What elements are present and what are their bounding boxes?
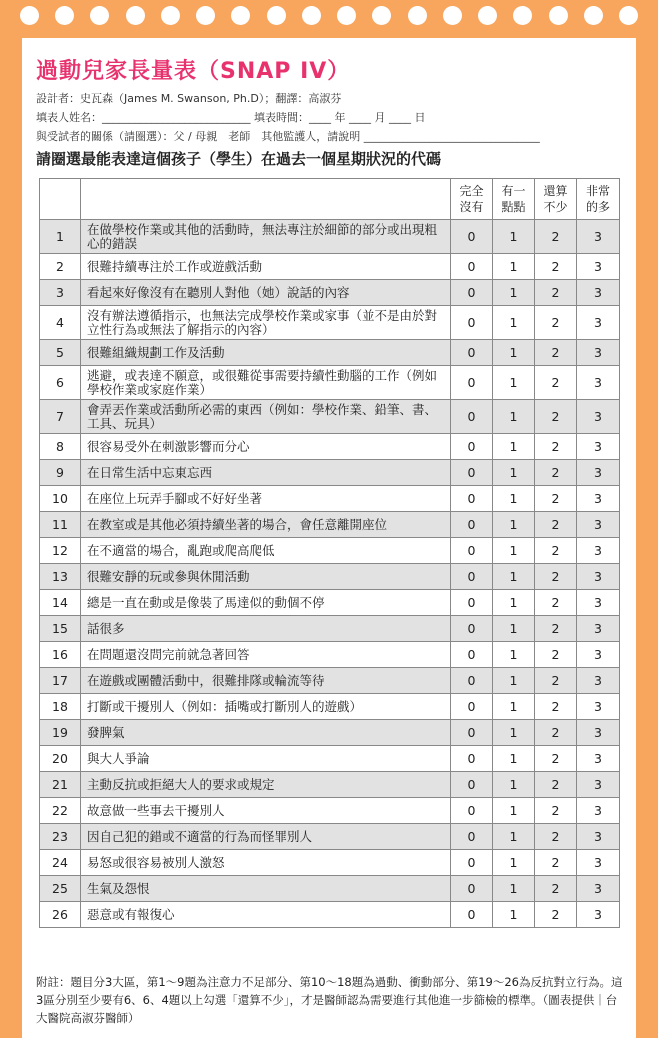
item-text: 在遊戲或團體活動中，很難排隊或輪流等待 [81,668,451,694]
table-row [40,538,620,564]
item-number: 11 [40,512,81,538]
score-quite-a-bit[interactable]: 2 [535,850,577,876]
score-very-much[interactable]: 3 [577,642,620,668]
header-just-a-little: 有一 點點 [493,179,535,220]
item-text: 總是一直在動或是像裝了馬達似的動個不停 [81,590,451,616]
item-text: 會弄丟作業或活動所必需的東西（例如：學校作業、鉛筆、書、工具、玩具） [81,400,451,434]
score-just-a-little[interactable]: 1 [493,772,535,798]
score-very-much[interactable]: 3 [577,254,620,280]
score-very-much[interactable]: 3 [577,340,620,366]
header-very-much: 非常 的多 [577,179,620,220]
item-number: 17 [40,668,81,694]
score-quite-a-bit[interactable]: 2 [535,772,577,798]
score-not-at-all[interactable]: 0 [451,590,493,616]
item-text: 在做學校作業或其他的活動時，無法專注於細節的部分或出現粗心的錯誤 [81,220,451,254]
rating-table [39,178,620,928]
ring-hole [443,6,462,25]
score-quite-a-bit[interactable]: 2 [535,668,577,694]
table-row [40,694,620,720]
score-very-much[interactable]: 3 [577,616,620,642]
score-quite-a-bit[interactable]: 2 [535,824,577,850]
score-quite-a-bit[interactable]: 2 [535,642,577,668]
score-not-at-all[interactable]: 0 [451,434,493,460]
binder-rings [0,6,658,28]
table-row [40,564,620,590]
table-row [40,486,620,512]
table-row [40,280,620,306]
table-row [40,220,620,254]
item-number: 23 [40,824,81,850]
score-not-at-all[interactable]: 0 [451,280,493,306]
table-row [40,798,620,824]
item-text: 與大人爭論 [81,746,451,772]
score-just-a-little[interactable]: 1 [493,486,535,512]
ring-hole [408,6,427,25]
item-text: 打斷或干擾別人（例如：插嘴或打斷別人的遊戲） [81,694,451,720]
item-number: 20 [40,746,81,772]
score-quite-a-bit[interactable]: 2 [535,902,577,928]
score-just-a-little[interactable]: 1 [493,798,535,824]
ring-hole [549,6,568,25]
score-just-a-little[interactable]: 1 [493,564,535,590]
table-row [40,668,620,694]
score-very-much[interactable]: 3 [577,694,620,720]
score-not-at-all[interactable]: 0 [451,694,493,720]
score-quite-a-bit[interactable]: 2 [535,564,577,590]
header-number [40,179,81,220]
item-number: 6 [40,366,81,400]
item-text: 在座位上玩弄手腳或不好好坐著 [81,486,451,512]
item-text: 話很多 [81,616,451,642]
score-quite-a-bit[interactable]: 2 [535,512,577,538]
score-quite-a-bit[interactable]: 2 [535,306,577,340]
table-row [40,306,620,340]
item-text: 很容易受外在刺激影響而分心 [81,434,451,460]
score-not-at-all[interactable]: 0 [451,850,493,876]
score-quite-a-bit[interactable]: 2 [535,590,577,616]
item-number: 14 [40,590,81,616]
ring-hole [231,6,250,25]
score-not-at-all[interactable]: 0 [451,876,493,902]
score-quite-a-bit[interactable]: 2 [535,720,577,746]
score-very-much[interactable]: 3 [577,220,620,254]
item-number: 13 [40,564,81,590]
score-very-much[interactable]: 3 [577,668,620,694]
item-number: 18 [40,694,81,720]
score-quite-a-bit[interactable]: 2 [535,798,577,824]
score-not-at-all[interactable]: 0 [451,616,493,642]
item-number: 2 [40,254,81,280]
score-very-much[interactable]: 3 [577,746,620,772]
score-not-at-all[interactable]: 0 [451,746,493,772]
score-just-a-little[interactable]: 1 [493,590,535,616]
table-row [40,434,620,460]
table-row [40,642,620,668]
item-number: 15 [40,616,81,642]
score-quite-a-bit[interactable]: 2 [535,280,577,306]
score-very-much[interactable]: 3 [577,564,620,590]
score-not-at-all[interactable]: 0 [451,306,493,340]
score-not-at-all[interactable]: 0 [451,538,493,564]
score-not-at-all[interactable]: 0 [451,460,493,486]
ring-hole [619,6,638,25]
item-text: 在教室或是其他必須持續坐著的場合，會任意離開座位 [81,512,451,538]
item-number: 16 [40,642,81,668]
relation-line: 與受試者的關係（請圈選）：父 / 母親 老師 其他監護人，請說明 ________________________________ [36,130,540,143]
score-just-a-little[interactable]: 1 [493,824,535,850]
ring-hole [337,6,356,25]
item-text: 很難組織規劃工作及活動 [81,340,451,366]
score-just-a-little[interactable]: 1 [493,850,535,876]
score-just-a-little[interactable]: 1 [493,538,535,564]
score-very-much[interactable]: 3 [577,486,620,512]
score-very-much[interactable]: 3 [577,280,620,306]
item-text: 易怒或很容易被別人激怒 [81,850,451,876]
score-very-much[interactable]: 3 [577,512,620,538]
table-row [40,902,620,928]
score-very-much[interactable]: 3 [577,590,620,616]
score-not-at-all[interactable]: 0 [451,564,493,590]
score-very-much[interactable]: 3 [577,876,620,902]
item-number: 9 [40,460,81,486]
score-not-at-all[interactable]: 0 [451,220,493,254]
score-just-a-little[interactable]: 1 [493,512,535,538]
score-just-a-little[interactable]: 1 [493,220,535,254]
header-item [81,179,451,220]
score-quite-a-bit[interactable]: 2 [535,340,577,366]
ring-hole [90,6,109,25]
ring-hole [372,6,391,25]
item-number: 10 [40,486,81,512]
ring-hole [20,6,39,25]
filler-name-date-line: 填表人姓名：___________________________ 填表時間：____ 年 ____ 月 ____ 日 [36,111,426,124]
score-just-a-little[interactable]: 1 [493,306,535,340]
item-text: 很難安靜的玩或參與休閒活動 [81,564,451,590]
score-just-a-little[interactable]: 1 [493,902,535,928]
score-quite-a-bit[interactable]: 2 [535,254,577,280]
table-row [40,850,620,876]
item-number: 21 [40,772,81,798]
ring-hole [513,6,532,25]
score-just-a-little[interactable]: 1 [493,254,535,280]
table-header-row [40,179,620,220]
score-very-much[interactable]: 3 [577,720,620,746]
table-row [40,254,620,280]
table-row [40,746,620,772]
item-number: 24 [40,850,81,876]
score-very-much[interactable]: 3 [577,434,620,460]
table-row [40,460,620,486]
score-very-much[interactable]: 3 [577,902,620,928]
table-row [40,512,620,538]
score-quite-a-bit[interactable]: 2 [535,434,577,460]
score-just-a-little[interactable]: 1 [493,400,535,434]
score-very-much[interactable]: 3 [577,460,620,486]
item-text: 逃避，或表達不願意，或很難從事需要持續性動腦的工作（例如學校作業或家庭作業） [81,366,451,400]
score-quite-a-bit[interactable]: 2 [535,746,577,772]
score-not-at-all[interactable]: 0 [451,642,493,668]
table-row [40,590,620,616]
item-number: 25 [40,876,81,902]
item-text: 在問題還沒問完前就急著回答 [81,642,451,668]
score-very-much[interactable]: 3 [577,400,620,434]
table-row [40,824,620,850]
score-just-a-little[interactable]: 1 [493,434,535,460]
item-number: 26 [40,902,81,928]
header-not-at-all: 完全 沒有 [451,179,493,220]
item-number: 12 [40,538,81,564]
item-number: 22 [40,798,81,824]
ring-hole [161,6,180,25]
score-just-a-little[interactable]: 1 [493,340,535,366]
score-just-a-little[interactable]: 1 [493,668,535,694]
table-row [40,876,620,902]
item-number: 3 [40,280,81,306]
table-row [40,340,620,366]
score-quite-a-bit[interactable]: 2 [535,486,577,512]
score-quite-a-bit[interactable]: 2 [535,400,577,434]
ring-hole [196,6,215,25]
score-just-a-little[interactable]: 1 [493,694,535,720]
form-title: 過動兒家長量表（SNAP IV） [36,59,351,84]
score-just-a-little[interactable]: 1 [493,366,535,400]
score-just-a-little[interactable]: 1 [493,642,535,668]
item-number: 5 [40,340,81,366]
item-text: 惡意或有報復心 [81,902,451,928]
score-not-at-all[interactable]: 0 [451,400,493,434]
score-quite-a-bit[interactable]: 2 [535,220,577,254]
score-just-a-little[interactable]: 1 [493,616,535,642]
instruction-heading: 請圈選最能表達這個孩子（學生）在過去一個星期狀況的代碼 [36,150,442,168]
item-number: 8 [40,434,81,460]
score-quite-a-bit[interactable]: 2 [535,538,577,564]
item-text: 看起來好像沒有在聽別人對他（她）說話的內容 [81,280,451,306]
score-quite-a-bit[interactable]: 2 [535,460,577,486]
ring-hole [584,6,603,25]
score-quite-a-bit[interactable]: 2 [535,876,577,902]
designer-credit: 設計者：史瓦森（James M. Swanson, Ph.D）；翻譯：高淑芬 [36,92,342,105]
score-very-much[interactable]: 3 [577,824,620,850]
score-not-at-all[interactable]: 0 [451,340,493,366]
item-text: 沒有辦法遵循指示，也無法完成學校作業或家事（並不是由於對立性行為或無法了解指示的內容） [81,306,451,340]
score-very-much[interactable]: 3 [577,772,620,798]
item-number: 4 [40,306,81,340]
footnote: 附註：題目分3大區，第1～9題為注意力不足部分、第10～18題為過動、衝動部分、第19～26為反抗對立行為。這3區分別至少要有6、6、4題以上勾選「還算不少」，才是醫師認為需要進行其他進一步篩檢的標準。（圖表提供｜台大醫院高淑芬醫師） [36,975,623,1025]
item-text: 發脾氣 [81,720,451,746]
item-text: 故意做一些事去干擾別人 [81,798,451,824]
item-text: 很難持續專注於工作或遊戲活動 [81,254,451,280]
score-just-a-little[interactable]: 1 [493,720,535,746]
header-quite-a-bit: 還算 不少 [535,179,577,220]
table-row [40,772,620,798]
score-just-a-little[interactable]: 1 [493,460,535,486]
ring-hole [55,6,74,25]
score-very-much[interactable]: 3 [577,798,620,824]
table-row [40,616,620,642]
ring-hole [478,6,497,25]
score-quite-a-bit[interactable]: 2 [535,694,577,720]
score-not-at-all[interactable]: 0 [451,668,493,694]
item-number: 7 [40,400,81,434]
score-not-at-all[interactable]: 0 [451,824,493,850]
score-not-at-all[interactable]: 0 [451,902,493,928]
item-number: 19 [40,720,81,746]
score-just-a-little[interactable]: 1 [493,746,535,772]
item-text: 在日常生活中忘東忘西 [81,460,451,486]
score-very-much[interactable]: 3 [577,366,620,400]
score-not-at-all[interactable]: 0 [451,772,493,798]
score-very-much[interactable]: 3 [577,306,620,340]
table-row [40,366,620,400]
score-quite-a-bit[interactable]: 2 [535,366,577,400]
score-not-at-all[interactable]: 0 [451,486,493,512]
ring-hole [302,6,321,25]
form-sheet [22,38,636,1038]
score-not-at-all[interactable]: 0 [451,254,493,280]
table-row [40,400,620,434]
item-number: 1 [40,220,81,254]
score-not-at-all[interactable]: 0 [451,366,493,400]
score-not-at-all[interactable]: 0 [451,720,493,746]
score-very-much[interactable]: 3 [577,850,620,876]
score-very-much[interactable]: 3 [577,538,620,564]
score-just-a-little[interactable]: 1 [493,280,535,306]
score-just-a-little[interactable]: 1 [493,876,535,902]
score-not-at-all[interactable]: 0 [451,798,493,824]
score-not-at-all[interactable]: 0 [451,512,493,538]
item-text: 主動反抗或拒絕大人的要求或規定 [81,772,451,798]
score-quite-a-bit[interactable]: 2 [535,616,577,642]
item-text: 因自己犯的錯或不適當的行為而怪罪別人 [81,824,451,850]
item-text: 生氣及怨恨 [81,876,451,902]
ring-hole [126,6,145,25]
table-row [40,720,620,746]
item-text: 在不適當的場合，亂跑或爬高爬低 [81,538,451,564]
table-body [40,220,620,928]
ring-hole [267,6,286,25]
